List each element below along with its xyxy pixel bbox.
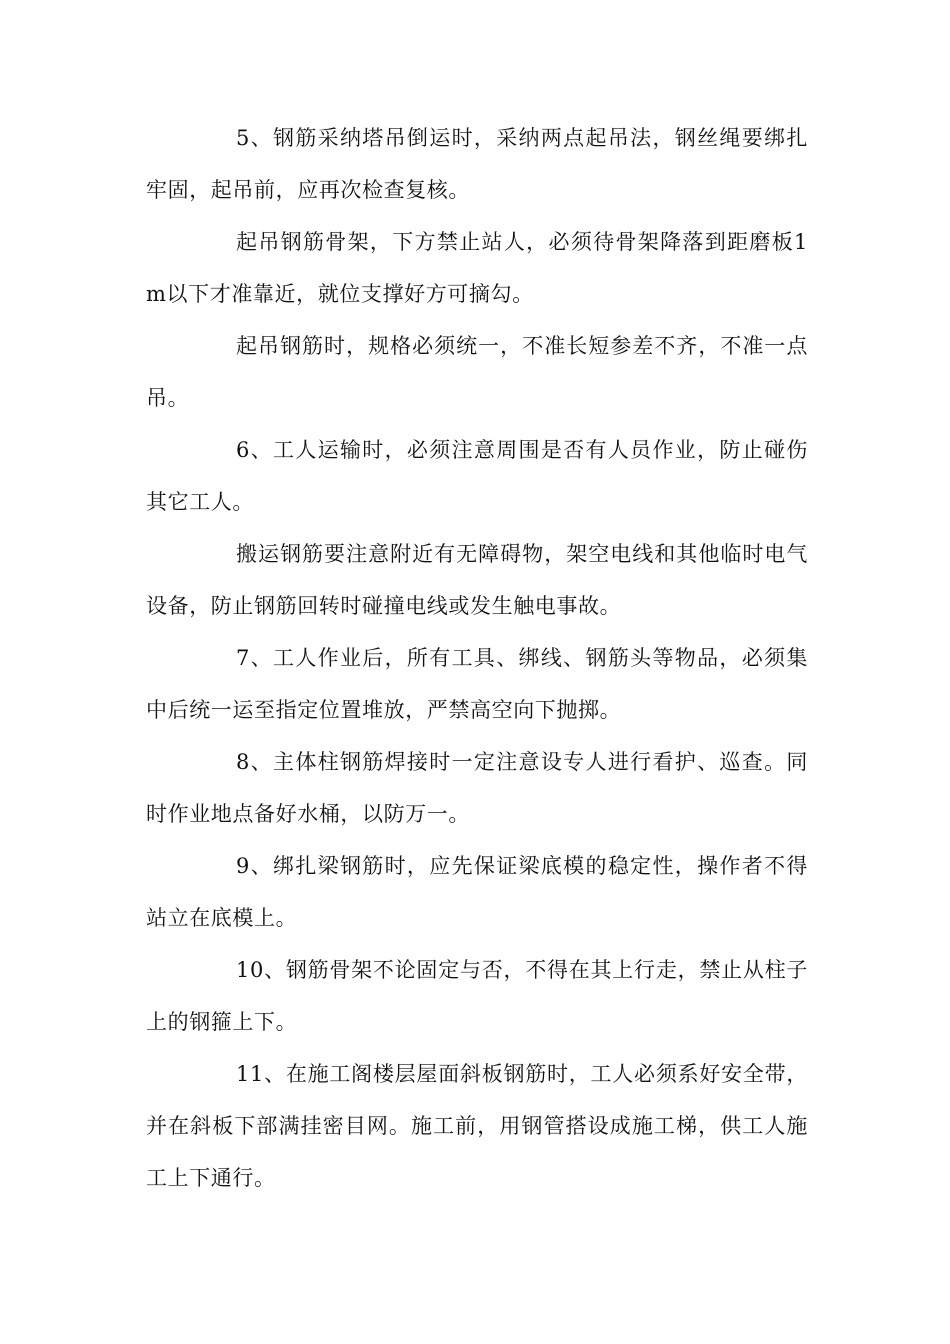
paragraph-item-7: 7、工人作业后，所有工具、绑线、钢筋头等物品，必须集中后统一运至指定位置堆放，严禁高空向下抛掷。 [146,646,808,722]
paragraph-item-8: 8、主体柱钢筋焊接时一定注意设专人进行看护、巡查。同时作业地点备好水桶，以防万一。 [146,750,808,826]
paragraph-item-6: 6、工人运输时，必须注意周围是否有人员作业，防止碰伤其它工人。 [146,438,808,514]
paragraph-lifting-spec: 起吊钢筋时，规格必须统一，不准长短参差不齐，不准一点吊。 [146,334,808,410]
paragraph-item-11: 11、在施工阁楼层屋面斜板钢筋时，工人必须系好安全带，并在斜板下部满挂密目网。施工前，用钢管搭设成施工梯，供工人施工上下通行。 [146,1062,808,1190]
document-body [146,112,808,1204]
paragraph-carrying: 搬运钢筋要注意附近有无障碍物，架空电线和其他临时电气设备，防止钢筋回转时碰撞电线或发生触电事故。 [146,542,808,618]
paragraph-item-10: 10、钢筋骨架不论固定与否，不得在其上行走，禁止从柱子上的钢箍上下。 [146,958,808,1034]
paragraph-item-5: 5、钢筋采纳塔吊倒运时，采纳两点起吊法，钢丝绳要绑扎牢固，起吊前，应再次检查复核。 [146,126,808,202]
paragraph-item-9: 9、绑扎梁钢筋时，应先保证梁底模的稳定性，操作者不得站立在底模上。 [146,854,808,930]
paragraph-lifting-frame: 起吊钢筋骨架，下方禁止站人，必须待骨架降落到距磨板1m以下才准靠近，就位支撑好方可摘勾。 [146,230,808,306]
